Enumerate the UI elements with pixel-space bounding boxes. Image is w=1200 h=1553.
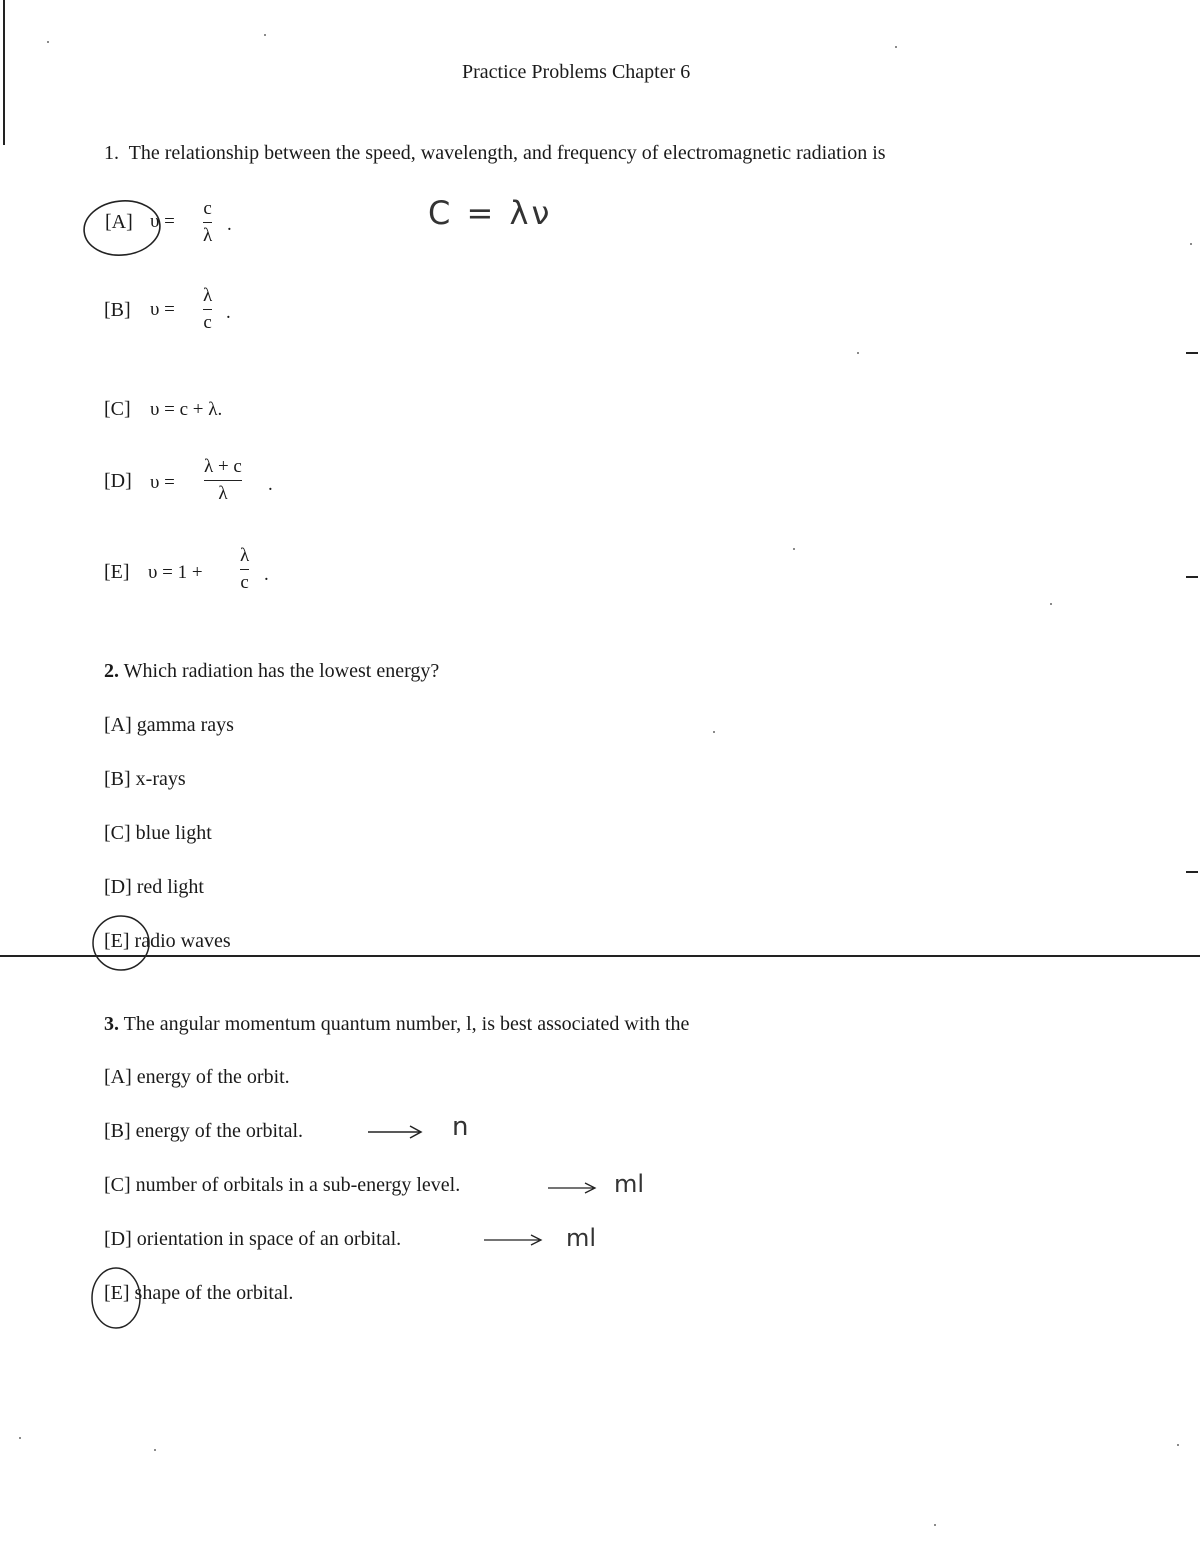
q1-option-b-lhs: υ = [150,299,175,320]
q1-option-d-denominator: λ [218,483,228,504]
q1-option-d-tail: . [268,474,273,495]
q1-option-a-denominator: λ [203,225,213,246]
q2-option-a-label: [A] [104,714,132,736]
q1-option-e-tail: . [264,564,269,585]
question-3-text: The angular momentum quantum number, l, is best associated with the [123,1013,690,1035]
q3-option-a-text: energy of the orbit. [136,1066,290,1088]
q1-option-e-lhs: υ = 1 + [148,562,203,583]
q1-option-a-lhs: υ = [150,211,175,232]
q1-option-e-label: [E] [104,561,130,583]
q2-option-e-label: [E] [104,930,130,952]
answer-circle-q1 [81,197,162,259]
q2-option-c-label: [C] [104,822,131,844]
q2-option-e-text: radio waves [134,930,231,952]
arrow-icon [548,1183,595,1193]
q2-option-b-text: x-rays [135,768,186,790]
q1-option-d-lhs: υ = [150,472,175,493]
q2-option-c-text: blue light [135,822,212,844]
handwritten-note-q1: C = λν [428,194,553,232]
q1-option-b-numerator: λ [203,285,213,306]
q1-option-e-numerator: λ [240,545,250,566]
question-1-number: 1. [104,142,119,164]
q1-option-a-numerator: c [203,198,212,219]
q3-option-d-label: [D] [104,1228,132,1250]
q2-option-a-text: gamma rays [136,714,234,736]
q3-option-e-label: [E] [104,1282,130,1304]
q1-option-b-label: [B] [104,299,131,321]
q3-option-c-label: [C] [104,1174,131,1196]
q2-option-d-text: red light [136,876,204,898]
q3-option-c-text: number of orbitals in a sub-energy level. [135,1174,461,1196]
arrow-icon [484,1235,541,1245]
handwritten-note-q3-c: ml [614,1170,645,1198]
q1-option-c-label: [C] [104,398,131,420]
q1-option-b-denominator: c [203,312,212,333]
question-2-number: 2. [104,660,119,682]
answer-circle-q2 [93,916,149,970]
answer-circle-q3 [92,1268,140,1328]
q1-option-b-tail: . [226,302,231,323]
question-3-number: 3. [104,1013,119,1035]
q1-option-d-numerator: λ + c [204,456,242,477]
q1-option-c-expr: υ = c + λ. [150,399,223,420]
question-2-text: Which radiation has the lowest energy? [123,660,440,682]
q3-option-b-text: energy of the orbital. [135,1120,304,1142]
q3-option-e-text: shape of the orbital. [134,1282,294,1304]
q3-option-b-label: [B] [104,1120,131,1142]
q2-option-d-label: [D] [104,876,132,898]
q1-option-d-label: [D] [104,470,132,492]
q1-option-a-label: [A] [105,211,133,233]
q1-option-a-tail: . [227,214,232,235]
handwritten-note-q3-d: ml [566,1224,597,1252]
q1-option-e-denominator: c [240,572,249,593]
question-1-text: The relationship between the speed, wavelength, and frequency of electromagnetic radiation is [128,142,886,164]
page-title: Practice Problems Chapter 6 [462,61,691,83]
handwritten-note-q3-b: n [452,1112,469,1142]
q3-option-d-text: orientation in space of an orbital. [136,1228,402,1250]
arrow-icon [368,1126,421,1138]
q2-option-b-label: [B] [104,768,131,790]
q3-option-a-label: [A] [104,1066,132,1088]
